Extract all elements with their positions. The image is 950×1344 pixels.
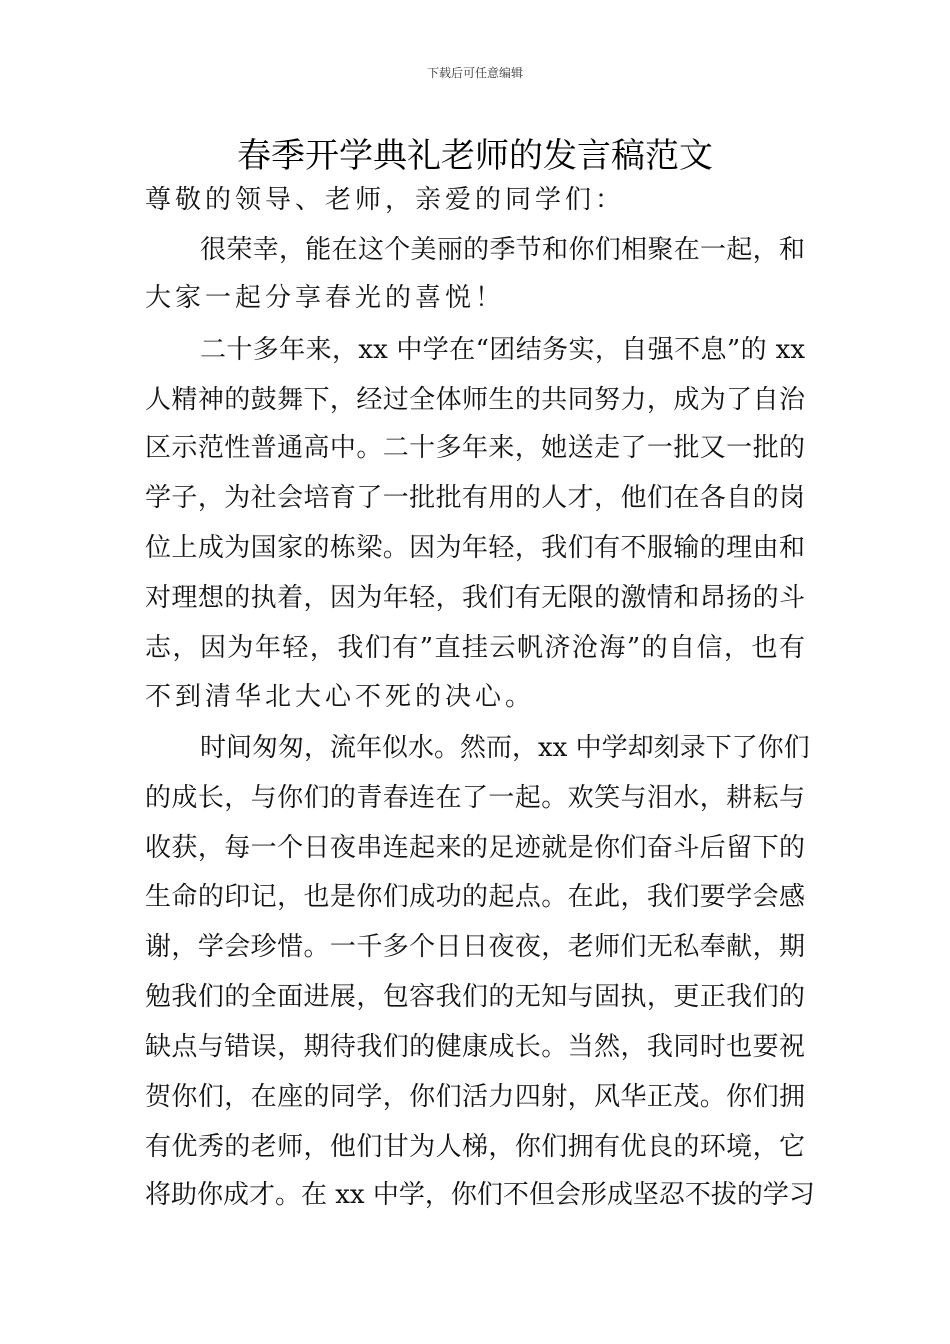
document-title: 春季开学典礼老师的发言稿范文 — [237, 136, 713, 176]
text-line: 不到清华北大心不死的决心。 — [145, 682, 536, 712]
text-line: 位上成为国家的栋梁。因为年轻，我们有不服输的理由和 — [145, 533, 805, 563]
text-line: 有优秀的老师，他们甘为人梯，你们拥有优良的环境，它 — [145, 1132, 805, 1162]
text-line: 区示范性普通高中。二十多年来，她送走了一批又一批的 — [145, 433, 805, 463]
text-line: 将助你成才。在 xx 中学，你们不但会形成坚忍不拔的学习 — [145, 1180, 815, 1210]
text-line: 二十多年来，xx 中学在“团结务实，自强不息”的 xx — [200, 335, 805, 365]
page-header: 下载后可任意编辑 — [426, 66, 523, 80]
text-line: 勉我们的全面进展，包容我们的无知与固执，更正我们的 — [145, 982, 805, 1012]
text-line: 收获，每一个日夜串连起来的足迹就是你们奋斗后留下的 — [145, 833, 805, 863]
text-line: 大家一起分享春光的喜悦！ — [145, 283, 506, 313]
text-line: 时间匆匆，流年似水。然而，xx 中学却刻录下了你们 — [200, 733, 810, 763]
text-line: 人精神的鼓舞下，经过全体师生的共同努力，成为了自治 — [145, 385, 805, 415]
text-line: 谢，学会珍惜。一千多个日日夜夜，老师们无私奉献，期 — [145, 932, 805, 962]
text-line: 很荣幸，能在这个美丽的季节和你们相聚在一起，和 — [200, 235, 805, 265]
salutation: 尊敬的领导、老师，亲爱的同学们： — [145, 185, 626, 215]
text-line: 生命的印记，也是你们成功的起点。在此，我们要学会感 — [145, 882, 805, 912]
text-line: 志，因为年轻，我们有”直挂云帆济沧海”的自信，也有 — [145, 633, 805, 663]
text-line: 对理想的执着，因为年轻，我们有无限的激情和昂扬的斗 — [145, 583, 805, 613]
text-line: 贺你们，在座的同学，你们活力四射，风华正茂。你们拥 — [145, 1082, 805, 1112]
text-line: 学子，为社会培育了一批批有用的人才，他们在各自的岗 — [145, 483, 805, 513]
text-line: 的成长，与你们的青春连在了一起。欢笑与泪水，耕耘与 — [145, 783, 805, 813]
text-line: 缺点与错误，期待我们的健康成长。当然，我同时也要祝 — [145, 1032, 805, 1062]
